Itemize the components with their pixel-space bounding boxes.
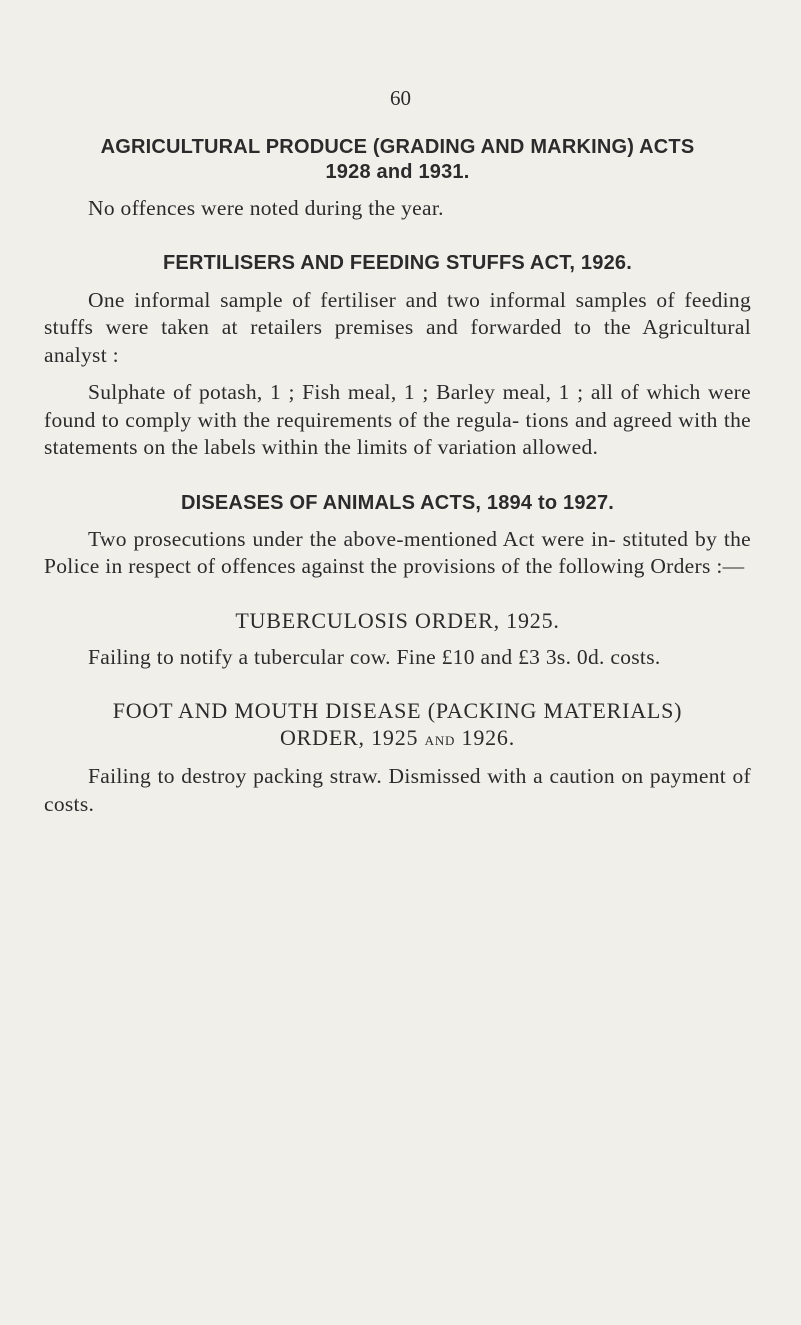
section-heading: FERTILISERS AND FEEDING STUFFS ACT, 1926. bbox=[162, 251, 632, 274]
order-heading: TUBERCULOSIS ORDER, 1925. bbox=[235, 607, 560, 633]
section-paragraph: Two prosecutions under the above-mentioned Act were in- stituted by the Police in respect of offences against the provisions of the following Orders :— bbox=[44, 526, 751, 578]
section-heading: DISEASES OF ANIMALS ACTS, 1894 to 1927. bbox=[180, 491, 615, 514]
section-paragraph: Sulphate of potash, 1 ; Fish meal, 1 ; Barley meal, 1 ; all of which were found to comply with the requirements of the regula- tions and agreed with the statements on the labels within the limits of variation allowed. bbox=[44, 380, 751, 459]
order-heading-part: 1926. bbox=[455, 725, 516, 750]
section-heading-continued: 1928 and 1931. bbox=[325, 161, 470, 183]
order-heading-and: and bbox=[424, 729, 456, 749]
order-heading-part: ORDER, 1925 bbox=[279, 725, 425, 750]
section-paragraph: One informal sample of fertiliser and two informal samples of feeding stuffs were taken at retailers premises and forwarded to the Agricultural analyst : bbox=[44, 287, 751, 367]
page-content bbox=[44, 135, 751, 818]
section-fertilisers bbox=[44, 251, 751, 462]
section-heading: AGRICULTURAL PRODUCE (GRADING AND MARKING) ACTS bbox=[100, 136, 695, 158]
section-paragraph: No offences were noted during the year. bbox=[88, 196, 444, 220]
section-foot-and-mouth-order bbox=[44, 697, 751, 818]
order-paragraph: Failing to destroy packing straw. Dismissed with a caution on payment of costs. bbox=[44, 764, 751, 816]
page-number: 60 bbox=[390, 86, 411, 110]
section-agricultural-produce bbox=[44, 135, 751, 223]
order-paragraph: Failing to notify a tubercular cow. Fine £10 and £3 3s. 0d. costs. bbox=[88, 644, 661, 669]
section-tuberculosis-order bbox=[44, 607, 751, 672]
order-heading: FOOT AND MOUTH DISEASE (PACKING MATERIALS) bbox=[112, 698, 683, 723]
section-diseases-of-animals bbox=[44, 491, 751, 581]
order-heading-continued bbox=[44, 724, 751, 753]
